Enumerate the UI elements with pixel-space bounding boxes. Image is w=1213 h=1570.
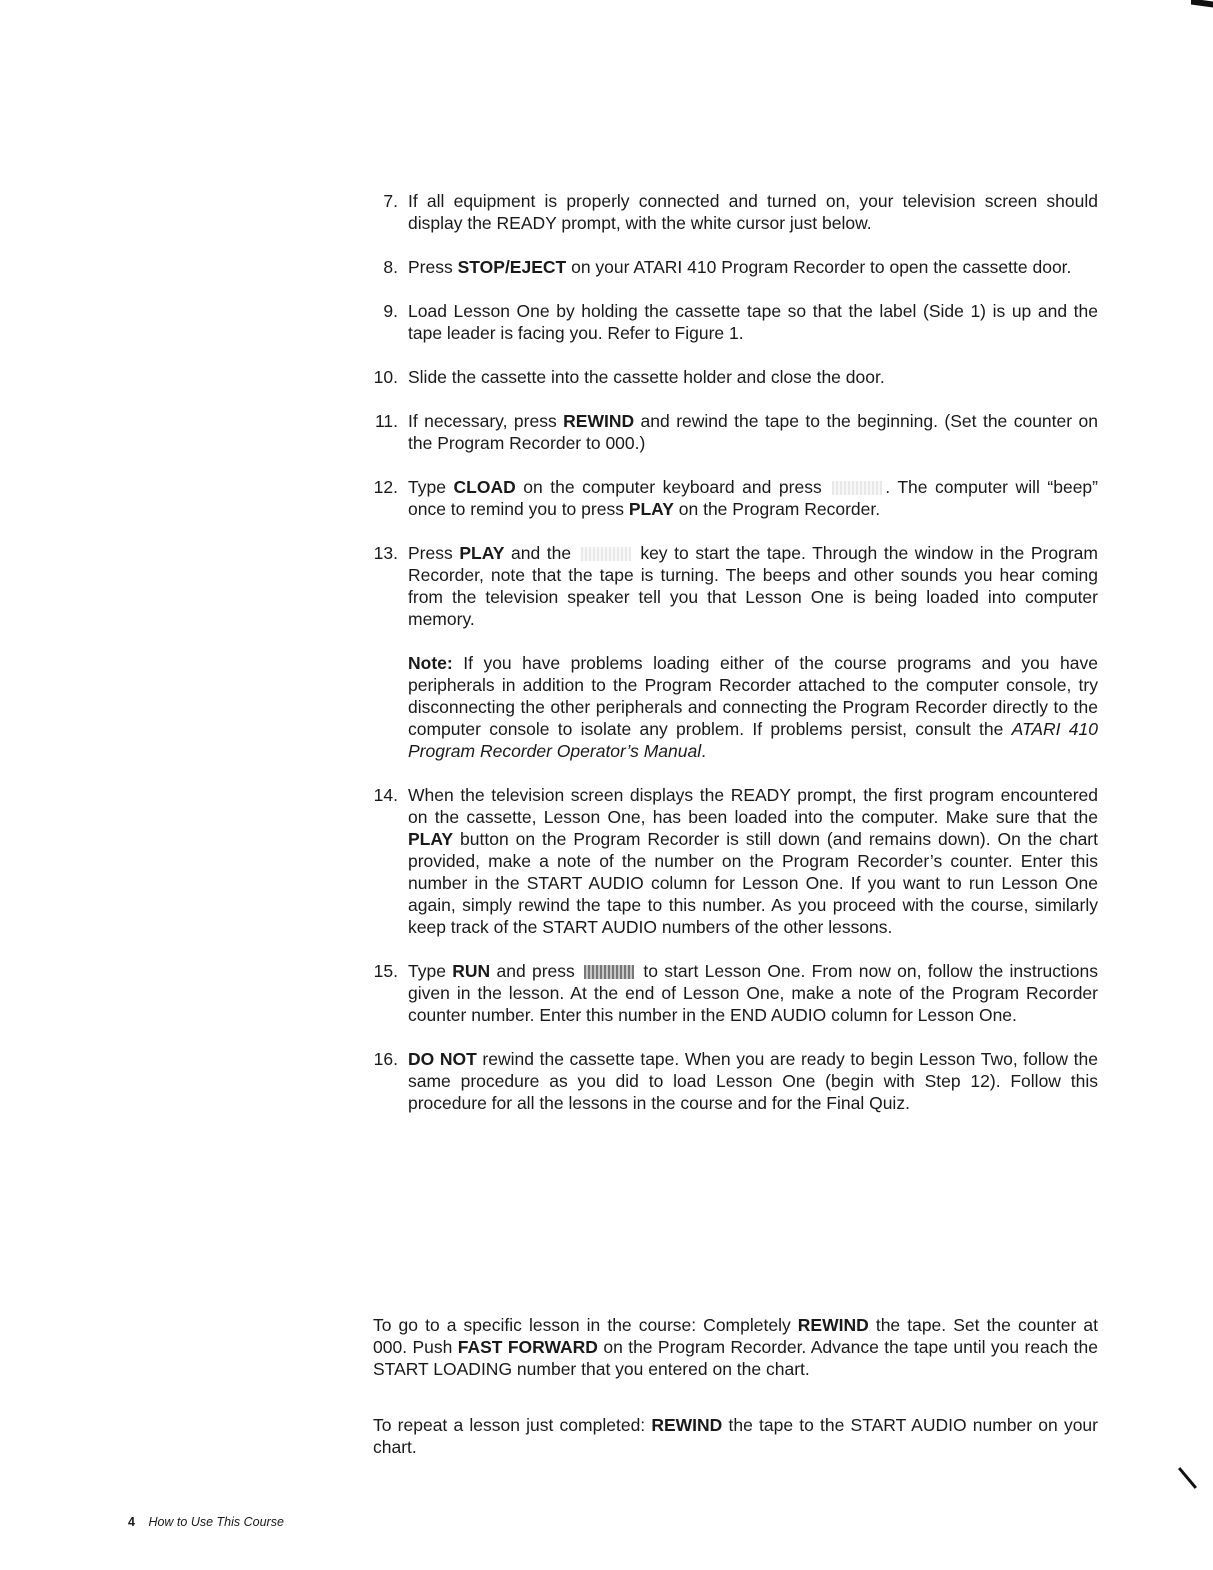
text-run: If necessary, press bbox=[408, 411, 564, 431]
return-key-icon bbox=[581, 547, 631, 561]
bold-term: REWIND bbox=[651, 1415, 723, 1435]
bold-term: PLAY bbox=[459, 543, 505, 563]
step-item bbox=[368, 784, 1098, 938]
page-footer bbox=[128, 1515, 284, 1529]
text-run: to start Lesson One. From now on, follow the instructions given in the lesson. At the end of Lesson One, make a note of the Program Recorder counter number. Enter this number in the END AUDIO column for Lesson One. bbox=[408, 961, 1098, 1025]
step-number: 8. bbox=[383, 257, 398, 277]
return-key-icon bbox=[584, 965, 634, 979]
text-run: on your ATARI 410 Program Recorder to open the cassette door. bbox=[566, 257, 1072, 277]
text-run: on the Program Recorder. Advance the tape until you reach the START LOADING number that you entered on the chart. bbox=[373, 1337, 1098, 1379]
step-number: 15. bbox=[373, 961, 398, 981]
step-text bbox=[408, 190, 1098, 234]
step-text bbox=[408, 366, 1098, 388]
step-item bbox=[368, 190, 1098, 234]
bold-term: PLAY bbox=[628, 499, 674, 519]
text-run: button on the Program Recorder is still down (and remains down). On the chart provided, make a note of the number on the Program Recorder’s counter. Enter this number in the START AUDIO column for Lesson One. If you want to run Lesson One again, simply rewind the tape to this number. As you proceed with the course, similarly keep track of the START AUDIO numbers of the other lessons. bbox=[408, 829, 1098, 937]
bold-term: CLOAD bbox=[453, 477, 516, 497]
step-text bbox=[408, 256, 1098, 278]
text-run: If all equipment is properly connected and turned on, your television screen should display the READY prompt, with the white cursor just below. bbox=[408, 191, 1098, 233]
return-key-icon bbox=[832, 481, 882, 495]
instruction-steps bbox=[368, 190, 1098, 1136]
step-item bbox=[368, 542, 1098, 762]
text-run: the tape to the START AUDIO number on your chart. bbox=[373, 1415, 1098, 1457]
text-run: on the computer keyboard and press bbox=[515, 477, 830, 497]
text-run: Type bbox=[408, 477, 454, 497]
repeat-lesson-paragraph bbox=[373, 1414, 1098, 1458]
step-text bbox=[408, 784, 1098, 938]
step-number: 16. bbox=[373, 1049, 398, 1069]
manual-title: ATARI 410 Program Recorder Operator’s Manual bbox=[408, 719, 1098, 761]
bold-term: STOP/EJECT bbox=[457, 257, 567, 277]
text-run: Load Lesson One by holding the cassette tape so that the label (Side 1) is up and the tape leader is facing you. Refer to Figure 1. bbox=[408, 301, 1098, 343]
bold-term: FAST FORWARD bbox=[457, 1337, 598, 1357]
step-number: 14. bbox=[373, 785, 398, 805]
footer-title: How to Use This Course bbox=[148, 1515, 284, 1529]
step-item bbox=[368, 476, 1098, 520]
step-text bbox=[408, 960, 1098, 1026]
bold-term: Note: bbox=[408, 653, 453, 673]
step-text bbox=[408, 476, 1098, 520]
bold-term: DO NOT bbox=[408, 1049, 477, 1069]
bold-term: PLAY bbox=[408, 829, 454, 849]
step-item bbox=[368, 300, 1098, 344]
step-text bbox=[408, 300, 1098, 344]
step-number: 13. bbox=[373, 543, 398, 563]
text-run: To repeat a lesson just completed: bbox=[373, 1415, 652, 1435]
step-item bbox=[368, 256, 1098, 278]
step-item bbox=[368, 366, 1098, 388]
text-run: . The computer will “beep” once to remind you to press bbox=[408, 477, 1098, 519]
page-number: 4 bbox=[128, 1515, 135, 1529]
text-run: the tape. Set the counter at 000. Push bbox=[373, 1315, 1098, 1357]
text-run: Type bbox=[408, 961, 453, 981]
step-item bbox=[368, 1048, 1098, 1114]
step-note bbox=[408, 652, 1098, 762]
scan-tick-mark bbox=[1178, 1467, 1197, 1489]
text-run: rewind the cassette tape. When you are ready to begin Lesson Two, follow the same procedure as you did to load Lesson One (begin with Step 12). Follow this procedure for all the lessons in the course and for the Final Quiz. bbox=[408, 1049, 1098, 1113]
step-text bbox=[408, 410, 1098, 454]
scan-corner-mark bbox=[1191, 0, 1213, 8]
text-run: key to start the tape. Through the window in the Program Recorder, note that the tape is turning. The beeps and other sounds you hear coming from the television speaker tell you that Lesson One is being loaded into computer memory. bbox=[408, 543, 1098, 629]
text-run: . bbox=[701, 741, 706, 761]
text-run: and press bbox=[490, 961, 582, 981]
bold-term: REWIND bbox=[563, 411, 635, 431]
specific-lesson-paragraph bbox=[373, 1314, 1098, 1380]
text-run: and the bbox=[504, 543, 578, 563]
text-run: When the television screen displays the READY prompt, the first program encountered on the cassette, Lesson One, has been loaded into the computer. Make sure that the bbox=[408, 785, 1098, 827]
text-run: Slide the cassette into the cassette holder and close the door. bbox=[408, 367, 885, 387]
text-run: on the Program Recorder. bbox=[673, 499, 881, 519]
text-run: To go to a specific lesson in the course: Completely bbox=[373, 1315, 798, 1335]
step-item bbox=[368, 960, 1098, 1026]
step-number: 7. bbox=[383, 191, 398, 211]
step-number: 10. bbox=[373, 367, 398, 387]
bold-term: RUN bbox=[452, 961, 491, 981]
text-run: and rewind the tape to the beginning. (Set the counter on the Program Recorder to 000.) bbox=[408, 411, 1098, 453]
bold-term: REWIND bbox=[797, 1315, 869, 1335]
step-item bbox=[368, 410, 1098, 454]
step-number: 12. bbox=[373, 477, 398, 497]
step-text bbox=[408, 1048, 1098, 1114]
step-number: 9. bbox=[383, 301, 398, 321]
step-number: 11. bbox=[374, 411, 398, 431]
text-run: Press bbox=[408, 543, 460, 563]
text-run: Press bbox=[408, 257, 458, 277]
text-run: If you have problems loading either of the course programs and you have peripherals in addition to the Program Recorder attached to the computer console, try disconnecting the other peripherals and connecting the Program Recorder directly to the computer console to isolate any problem. If problems persist, consult the bbox=[408, 653, 1098, 739]
step-text bbox=[408, 542, 1098, 630]
